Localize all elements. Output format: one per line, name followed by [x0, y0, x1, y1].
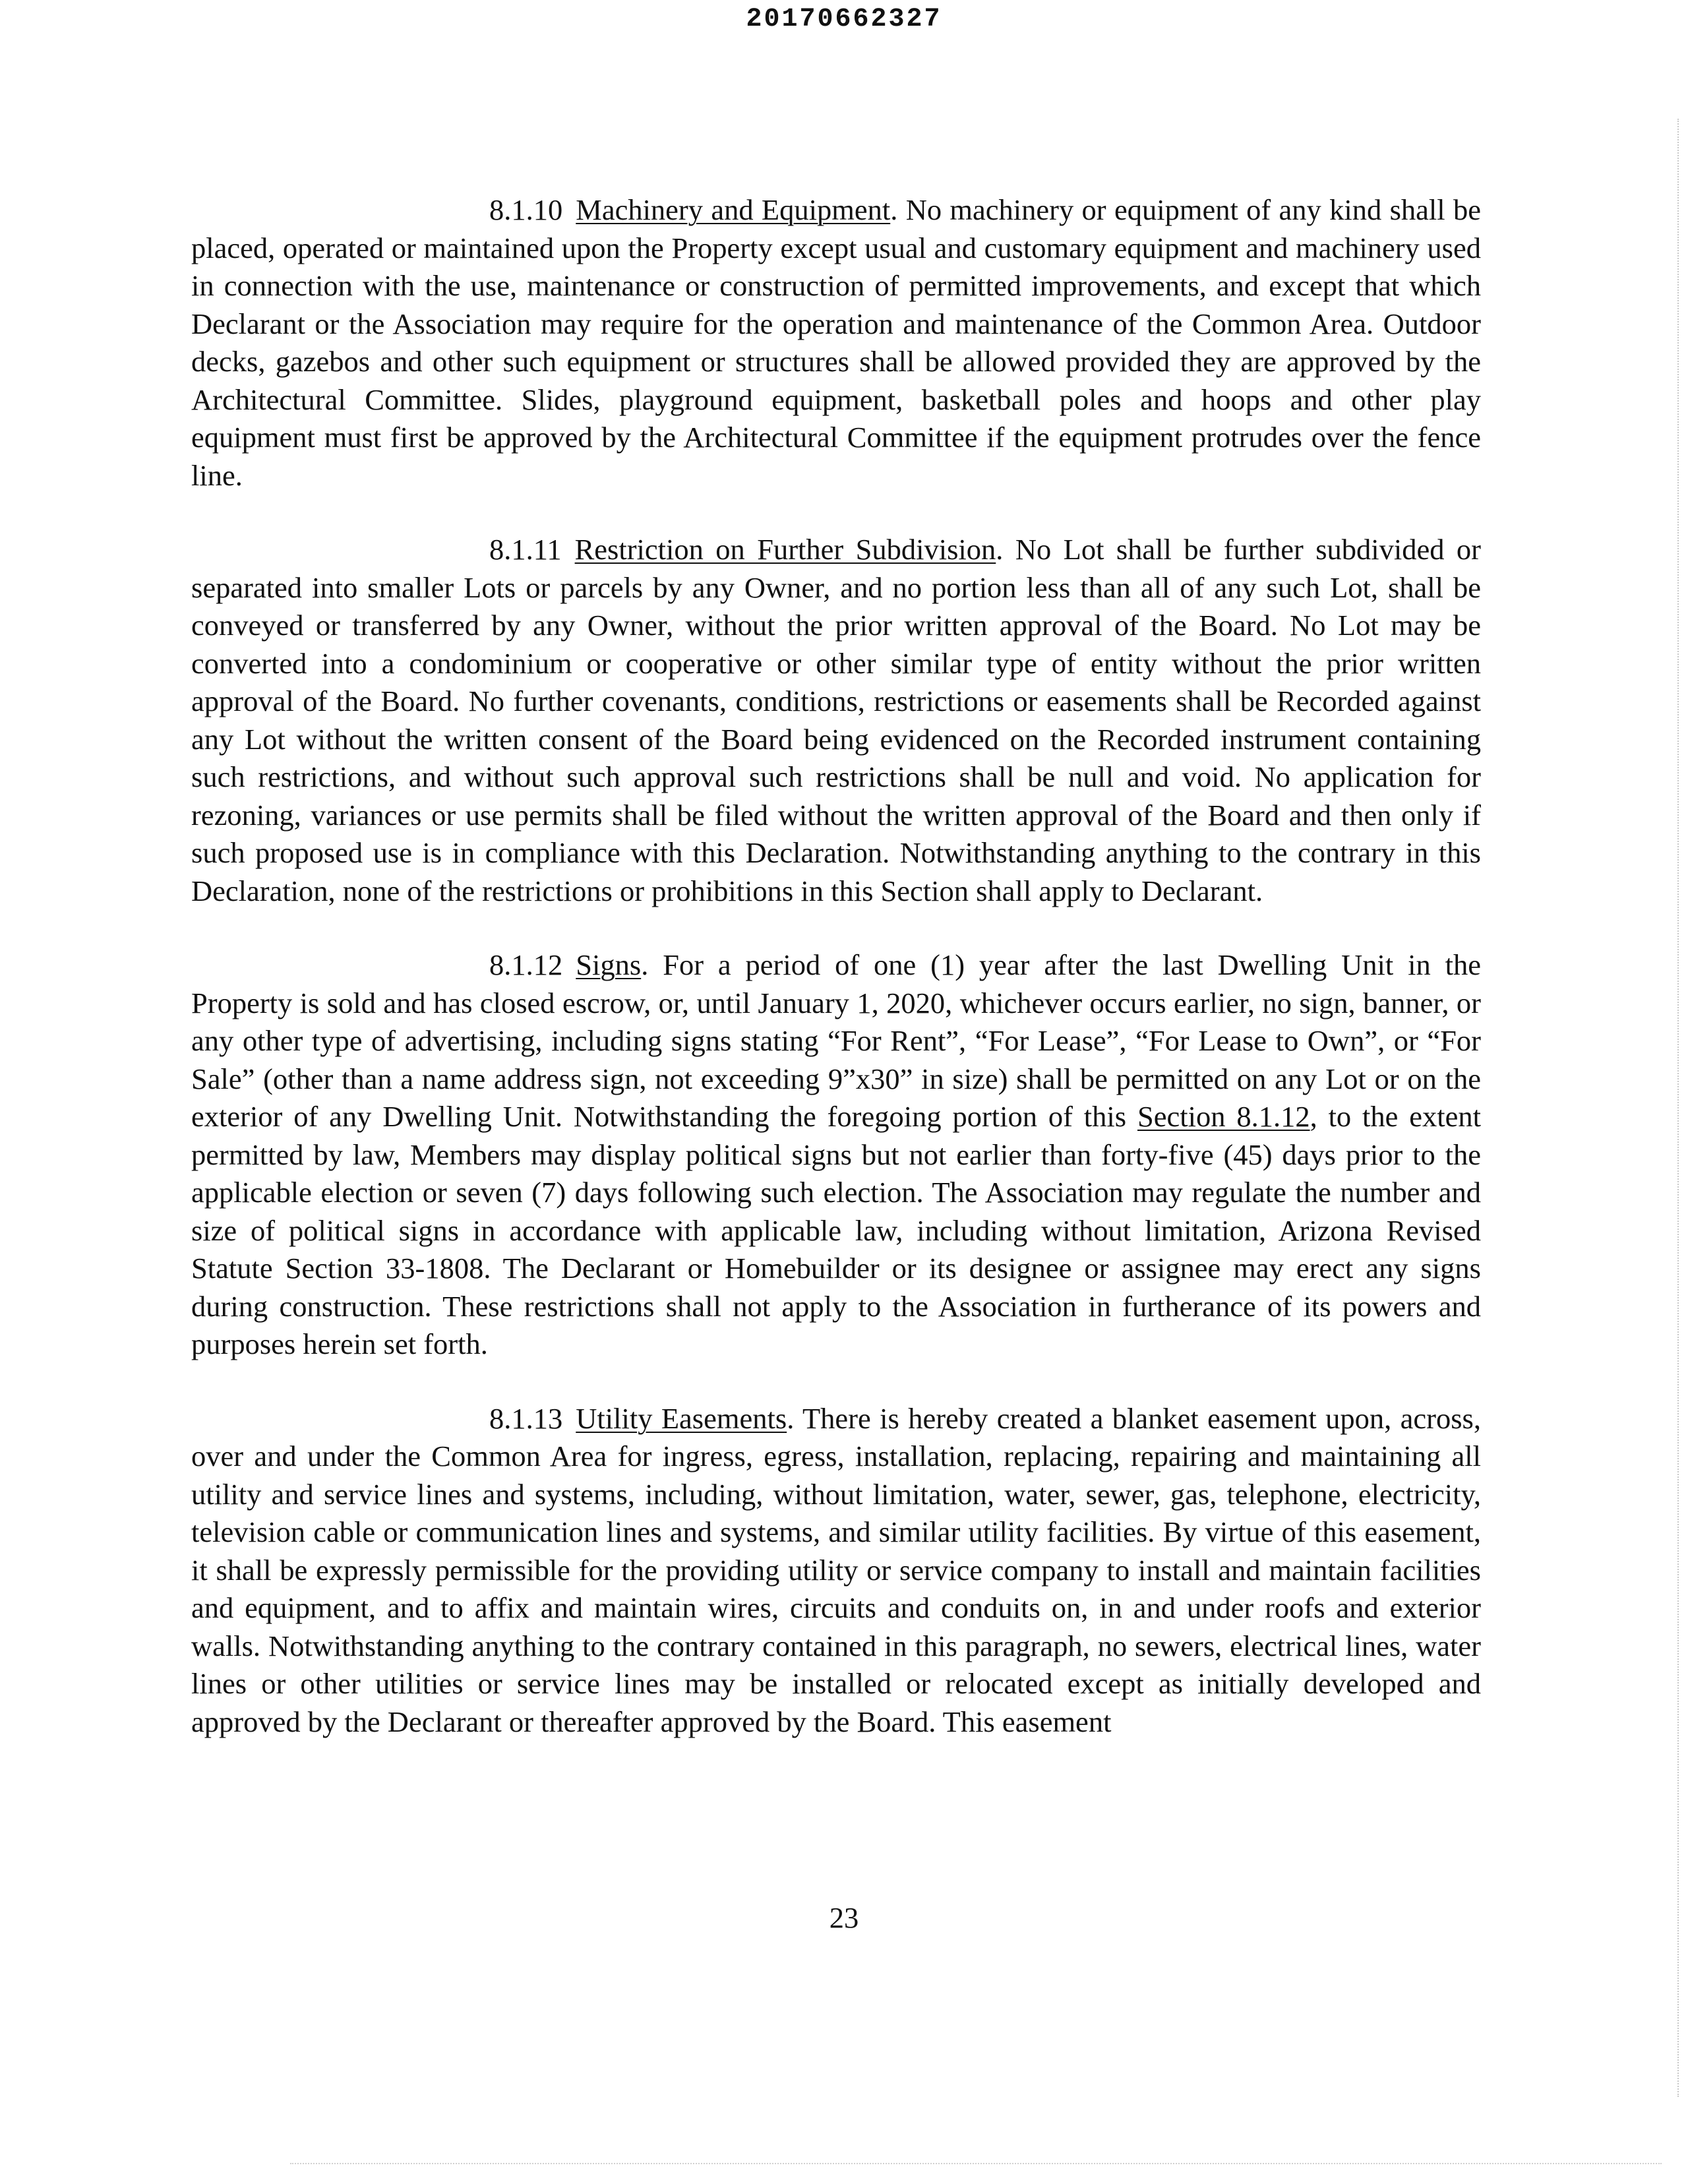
scan-bottom-artifact — [290, 2162, 1662, 2164]
document-number: 20170662327 — [746, 5, 942, 34]
section-number: 8.1.10 — [489, 193, 563, 226]
section-body: There is hereby created a blanket easement upon, across, over and under the Common Area for ingress, egress, installation, replacing, repairing and maintaining all utility and service lines and systems, including, without limitation, water, sewer, gas, telephone, electricity, television cable or communication lines and systems, and similar utility facilities. By virtue of this easement, it shall be expressly permissible for the providing utility or service company to install and maintain facilities and equipment, and to affix and maintain wires, circuits and conduits on, in and under roofs and exterior walls. Notwithstanding anything to the contrary contained in this paragraph, no sewers, electrical lines, water lines or other utilities or service lines may be installed or relocated except as initially developed and approved by the Declarant or thereafter approved by the Board. This easement — [191, 1401, 1481, 1738]
section-heading: Restriction on Further Subdivision — [574, 533, 996, 566]
section-body: No Lot shall be further subdivided or separated into smaller Lots or parcels by any Owner, and no portion less than all of any such Lot, shall be conveyed or transferred by any Owner, without the prior written approval of the Board. No Lot may be converted into a condominium or cooperative or other similar type of entity without the prior written approval of the Board. No further covenants, conditions, restrictions or easements shall be Recorded against any Lot without the written consent of the Board being evidenced on the Recorded instrument containing such restrictions, and without such approval such restrictions shall be null and void. No application for rezoning, variances or use permits shall be filed without the written approval of the Board and then only if such proposed use is in compliance with this Declaration. Notwithstanding anything to the contrary in this Declaration, none of the restrictions or prohibitions in this Section shall apply to Declarant. — [191, 533, 1482, 907]
section-body-continued: , to the extent permitted by law, Members may display political signs but not earlier than forty-five (45) days prior to the applicable election or seven (7) days following such election. The Association may regulate the number and size of political signs in accordance with applicable law, including without limitation, Arizona Revised Statute Section 33-1808. The Declarant or Homebuilder or its designee or assignee may erect any signs during construction. These restrictions shall not apply to the Association in furtherance of its powers and purposes herein set forth. — [191, 1100, 1481, 1360]
section-8-1-13: 8.1.13 Utility Easements. There is hereby created a blanket easement upon, across, over and under the Common Area for ingress, egress, installation, replacing, repairing and maintaining all utility and service lines and systems, including, without limitation, water, sewer, gas, telephone, electricity, television cable or communication lines and systems, and similar utility facilities. By virtue of this easement, it shall be expressly permissible for the providing utility or service company to install and maintain facilities and equipment, and to affix and maintain wires, circuits and conduits on, in and under roofs and exterior walls. Notwithstanding anything to the contrary contained in this paragraph, no sewers, electrical lines, water lines or other utilities or service lines may be installed or relocated except as initially developed and approved by the Declarant or thereafter approved by the Board. This easement — [191, 1401, 1481, 1738]
section-heading: Machinery and Equipment — [576, 193, 891, 226]
section-number: 8.1.12 — [489, 948, 563, 981]
section-body: No machinery or equipment of any kind shall be placed, operated or maintained upon the Property except usual and customary equipment and machinery used in connection with the use, maintenance or construction of permitted improvements, and except that which Declarant or the Association may require for the operation and maintenance of the Common Area. Outdoor decks, gazebos and other such equipment or structures shall be allowed provided they are approved by the Architectural Committee. Slides, playground equipment, basketball poles and hoops and other play equipment must first be approved by the Architectural Committee if the equipment protrudes over the fence line. — [191, 193, 1481, 492]
section-heading: Signs — [576, 948, 642, 981]
section-number: 8.1.11 — [489, 533, 562, 566]
section-heading: Utility Easements — [576, 1401, 787, 1435]
section-reference: Section 8.1.12 — [1137, 1100, 1310, 1133]
section-number: 8.1.13 — [489, 1401, 563, 1435]
section-8-1-11: 8.1.11 Restriction on Further Subdivision. No Lot shall be further subdivided or separated into smaller Lots or parcels by any Owner, and no portion less than all of any such Lot, shall be conveyed or transferred by any Owner, without the prior written approval of the Board. No Lot may be converted into a condominium or cooperative or other similar type of entity without the prior written approval of the Board. No further covenants, conditions, restrictions or easements shall be Recorded against any Lot without the written consent of the Board being evidenced on the Recorded instrument containing such restrictions, and without such approval such restrictions shall be null and void. No application for rezoning, variances or use permits shall be filed without the written approval of the Board and then only if such proposed use is in compliance with this Declaration. Notwithstanding anything to the contrary in this Declaration, none of the restrictions or prohibitions in this Section shall apply to Declarant. — [191, 533, 1482, 907]
section-8-1-12: 8.1.12 Signs. For a period of one (1) year after the last Dwelling Unit in the Property is sold and has closed escrow, or, until January 1, 2020, whichever occurs earlier, no sign, banner, or any other type of advertising, including signs stating “For Rent”, “For Lease”, “For Lease to Own”, or “For Sale” (other than a name address sign, not exceeding 9”x30” in size) shall be permitted on any Lot or on the exterior of any Dwelling Unit. Notwithstanding the foregoing portion of this Section 8.1.12, to the extent permitted by law, Members may display political signs but not earlier than forty-five (45) days prior to the applicable election or seven (7) days following such election. The Association may regulate the number and size of political signs in accordance with applicable law, including without limitation, Arizona Revised Statute Section 33-1808. The Declarant or Homebuilder or its designee or assignee may erect any signs during construction. These restrictions shall not apply to the Association in furtherance of its powers and purposes herein set forth. — [191, 948, 1482, 1360]
section-8-1-10: 8.1.10 Machinery and Equipment. No machinery or equipment of any kind shall be placed, operated or maintained upon the Property except usual and customary equipment and machinery used in connection with the use, maintenance or construction of permitted improvements, and except that which Declarant or the Association may require for the operation and maintenance of the Common Area. Outdoor decks, gazebos and other such equipment or structures shall be allowed provided they are approved by the Architectural Committee. Slides, playground equipment, basketball poles and hoops and other play equipment must first be approved by the Architectural Committee if the equipment protrudes over the fence line. — [191, 193, 1481, 492]
section-body: For a period of one (1) year after the last Dwelling Unit in the Property is sold and has closed escrow, or, until January 1, 2020, whichever occurs earlier, no sign, banner, or any other type of advertising, including signs stating “For Rent”, “For Lease”, “For Lease to Own”, or “For Sale” (other than a name address sign, not exceeding 9”x30” in size) shall be permitted on any Lot or on the exterior of any Dwelling Unit. Notwithstanding the foregoing portion of this — [191, 948, 1482, 1133]
document-body — [191, 191, 1481, 1741]
scan-edge-artifact — [1675, 119, 1679, 2097]
page-number: 23 — [829, 1901, 859, 1934]
